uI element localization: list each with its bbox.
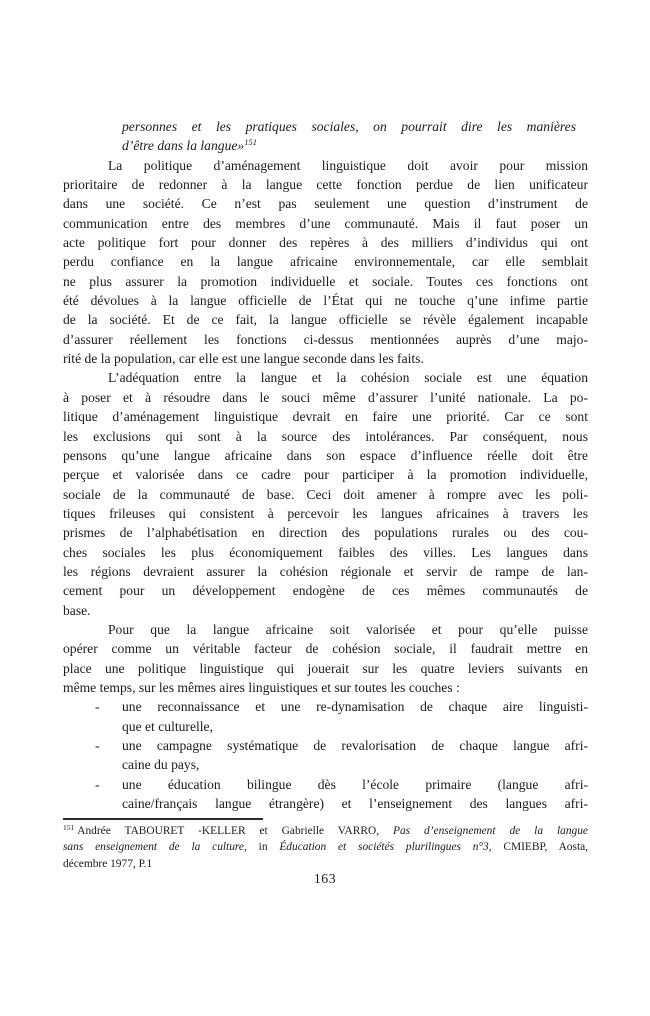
footnote-separator (63, 818, 263, 820)
footnote-line (63, 823, 588, 839)
text-line: rité de la population, car elle est une langue seconde dans les faits. (63, 351, 424, 367)
paragraph (63, 620, 588, 697)
page-number: 163 (313, 871, 337, 886)
text-line: les exclusions qui sont à la source des intolérances. Par conséquent, nous (63, 428, 588, 444)
footnote-text: décembre 1977, P.1 (63, 857, 153, 870)
list-item (63, 736, 588, 775)
text-line: acte politique fort pour donner des repères à des milliers d’individus qui ont (63, 235, 588, 251)
footnote-work-title: Éducation et sociétés plurilingues n°3 (279, 841, 489, 854)
text-line: ne plus assurer la promotion individuelle et sociale. Toutes ces fonctions ont (63, 273, 588, 289)
text-line: place une politique linguistique qui jouerait sur les quatre leviers suivants en (63, 660, 588, 676)
text-line: même temps, sur les mêmes aires linguistiques et sur toutes les couches : (63, 679, 460, 695)
footnote-work-title: Pas d’enseignement de la langue (393, 825, 588, 837)
quote-line: personnes et les pratiques sociales, on pourrait dire les manières (122, 119, 576, 134)
dash-bullet: - (95, 738, 100, 753)
footnote-line (63, 856, 588, 872)
bullet-list (63, 697, 588, 813)
text-line: litique d’aménagement linguistique devrait en faire une priorité. Car ce sont (63, 409, 588, 425)
text-line: dans une société. Ce n’est pas seulement une question d’instrument de (63, 196, 588, 212)
text-line: pensons qu’une langue africaine dans son espace d’influence réelle doit être (63, 447, 588, 463)
page-body (63, 117, 588, 813)
quote-line: d’être dans la langue»$^{151}$ (122, 137, 257, 154)
text-line: été dévolues à la langue officielle de l’État qui ne touche q’une infime partie (63, 293, 588, 309)
text-line: communication entre des membres d’une communauté. Mais il faut poser un (63, 215, 588, 231)
paragraph (63, 368, 588, 619)
footnote-text: , CMIEBP, Aosta, (488, 841, 589, 854)
paragraph (63, 156, 588, 369)
dash-bullet: - (95, 776, 100, 792)
body-paragraphs (63, 156, 588, 698)
text-line: caine du pays, (122, 757, 200, 773)
text-line: L’adéquation entre la langue et la cohésion sociale est une équation (108, 370, 588, 386)
footnote-work-title: sans enseignement de la culture (63, 841, 244, 854)
text-line: caine/français langue étrangère) et l’enseignement des langues afri- (122, 796, 588, 812)
list-item (63, 697, 588, 736)
text-line: sociale de la communauté de base. Ceci doit amener à rompre avec les poli- (63, 486, 588, 502)
text-line: que et culturelle, (122, 718, 213, 734)
text-line: une campagne systématique de revalorisation de chaque langue afri- (122, 738, 588, 753)
text-line: ches sociales les plus économiquement faibles des villes. Les langues dans (63, 544, 588, 560)
text-line: tiques frileuses qui consistent à percevoir les langues africaines à travers les (63, 505, 588, 521)
text-line: prioritaire de redonner à la langue cette fonction perdue de lien unificateur (63, 177, 588, 193)
text-line: les régions devraient assurer la cohésion régionale et servir de rampe de lan- (63, 563, 588, 579)
text-line: La politique d’aménagement linguistique doit avoir pour mission (108, 157, 588, 173)
quote-block (122, 117, 576, 156)
footnote-text: Andrée TABOURET -KELLER et Gabrielle VARRO, (77, 825, 393, 837)
text-line: perdu confiance en la langue africaine environnementale, car elle semblait (63, 254, 588, 270)
text-line: à poser et à résoudre dans le souci même d’assurer l’unité nationale. La po- (63, 389, 588, 405)
footnote-line (63, 839, 588, 855)
footnote-text: , in (243, 841, 280, 854)
footnote-number: 151 (63, 823, 75, 832)
footnote (63, 823, 588, 872)
text-line: opérer comme un véritable facteur de cohésion sociale, il faudrait mettre en (63, 641, 588, 657)
text-line: une reconnaissance et une re-dynamisation de chaque aire linguisti- (122, 699, 588, 715)
text-line: Pour que la langue africaine soit valorisée et pour qu’elle puisse (108, 621, 588, 637)
text-line: perçue et valorisée dans ce cadre pour participer à la promotion individuelle, (63, 467, 588, 483)
footnote-ref: 151 (244, 137, 257, 148)
text-line: d’assurer réellement les fonctions ci-dessus mentionnées auprès d’une majo- (63, 331, 588, 347)
text-line: une éducation bilingue dès l’école primaire (langue afri- (122, 776, 588, 792)
text-line: de la société. Et de ce fait, la langue officielle se révèle également incapable (63, 312, 588, 328)
dash-bullet: - (95, 699, 100, 715)
list-item (63, 775, 588, 814)
text-line: base. (63, 602, 91, 618)
text-line: cement pour un développement endogène de ces mêmes communautés de (63, 583, 588, 599)
text-line: prismes de l’alphabétisation en direction des populations rurales ou des cou- (63, 525, 588, 541)
